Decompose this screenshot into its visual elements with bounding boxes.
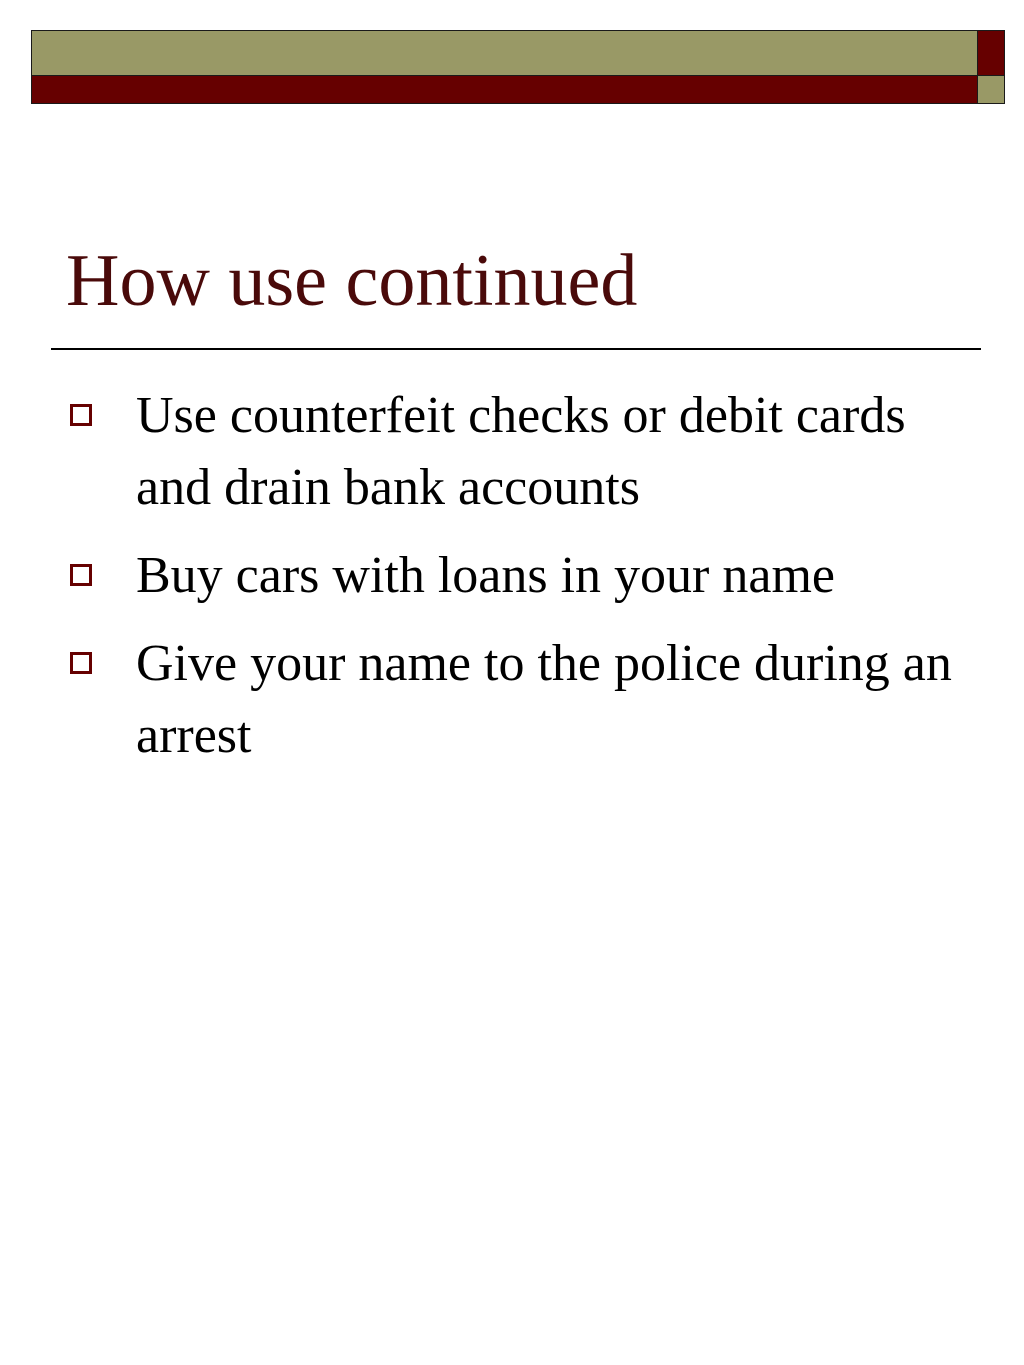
header-bar-olive bbox=[31, 30, 978, 76]
header-bar-red bbox=[31, 75, 978, 104]
hollow-square-icon bbox=[70, 564, 92, 586]
bullet-text: Give your name to the police during an arrest bbox=[136, 635, 952, 764]
slide-title: How use continued bbox=[66, 240, 638, 322]
bullet-text: Buy cars with loans in your name bbox=[136, 547, 835, 604]
header-corner-olive bbox=[977, 75, 1005, 104]
hollow-square-icon bbox=[70, 404, 92, 426]
bullet-item bbox=[0, 380, 986, 524]
bullet-item bbox=[0, 628, 986, 772]
bullet-text: Use counterfeit checks or debit cards and drain bank accounts bbox=[136, 387, 906, 516]
title-divider bbox=[51, 348, 981, 350]
header-corner-red bbox=[977, 30, 1005, 76]
bullet-item bbox=[0, 540, 986, 612]
bullet-list bbox=[0, 380, 1024, 788]
hollow-square-icon bbox=[70, 652, 92, 674]
